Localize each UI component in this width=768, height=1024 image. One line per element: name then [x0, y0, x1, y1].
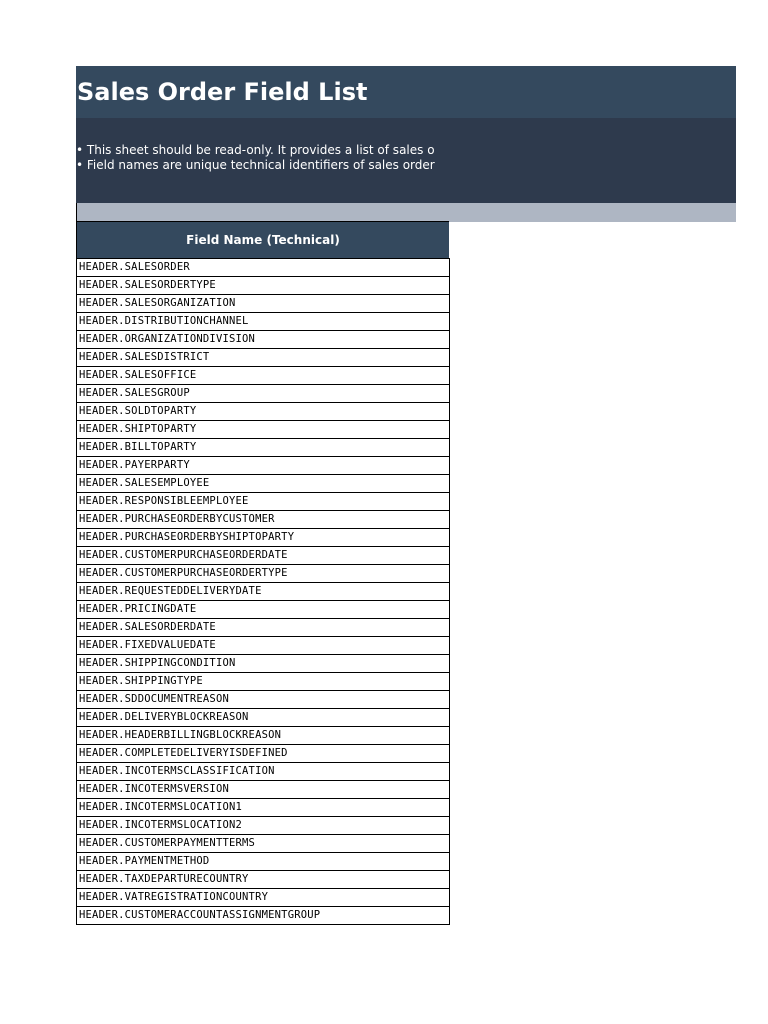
table-row: [77, 475, 450, 493]
field-name-cell[interactable]: HEADER.SDDOCUMENTREASON: [77, 691, 450, 709]
table-row: [77, 619, 450, 637]
table-row: [77, 781, 450, 799]
table-row: [77, 457, 450, 475]
table-row: [77, 547, 450, 565]
field-name-cell[interactable]: HEADER.SALESORDER: [77, 259, 450, 277]
table-row: [77, 601, 450, 619]
table-row: [77, 277, 450, 295]
sheet-title: Sales Order Field List: [77, 78, 368, 106]
table-row: [77, 529, 450, 547]
field-name-cell[interactable]: HEADER.DELIVERYBLOCKREASON: [77, 709, 450, 727]
empty-cell[interactable]: [76, 203, 450, 222]
description-band: [76, 118, 736, 203]
field-name-cell[interactable]: HEADER.PRICINGDATE: [77, 601, 450, 619]
field-name-cell[interactable]: HEADER.ORGANIZATIONDIVISION: [77, 331, 450, 349]
table-row: [77, 349, 450, 367]
field-name-cell[interactable]: HEADER.SALESORGANIZATION: [77, 295, 450, 313]
field-list-table: [76, 258, 450, 925]
table-row: [77, 907, 450, 925]
field-name-cell[interactable]: HEADER.PAYMENTMETHOD: [77, 853, 450, 871]
field-name-cell[interactable]: HEADER.INCOTERMSLOCATION2: [77, 817, 450, 835]
field-name-cell[interactable]: HEADER.SALESDISTRICT: [77, 349, 450, 367]
field-name-cell[interactable]: HEADER.RESPONSIBLEEMPLOYEE: [77, 493, 450, 511]
field-name-cell[interactable]: HEADER.SALESOFFICE: [77, 367, 450, 385]
table-row: [77, 745, 450, 763]
table-row: [77, 709, 450, 727]
table-row: [77, 565, 450, 583]
field-name-cell[interactable]: HEADER.SALESGROUP: [77, 385, 450, 403]
table-row: [77, 799, 450, 817]
accent-band-fill: [449, 203, 736, 222]
field-name-cell[interactable]: HEADER.INCOTERMSCLASSIFICATION: [77, 763, 450, 781]
field-name-cell[interactable]: HEADER.DISTRIBUTIONCHANNEL: [77, 313, 450, 331]
field-name-cell[interactable]: HEADER.BILLTOPARTY: [77, 439, 450, 457]
table-row: [77, 583, 450, 601]
field-name-cell[interactable]: HEADER.PURCHASEORDERBYSHIPTOPARTY: [77, 529, 450, 547]
field-name-cell[interactable]: HEADER.CUSTOMERPURCHASEORDERTYPE: [77, 565, 450, 583]
table-row: [77, 853, 450, 871]
table-row: [77, 691, 450, 709]
field-name-cell[interactable]: HEADER.TAXDEPARTURECOUNTRY: [77, 871, 450, 889]
table-row: [77, 889, 450, 907]
accent-band: [76, 203, 736, 222]
field-name-cell[interactable]: HEADER.FIXEDVALUEDATE: [77, 637, 450, 655]
description-line-1: • This sheet should be read-only. It provides a list of sales o: [76, 143, 435, 157]
spreadsheet-sheet: [76, 66, 736, 925]
table-row: [77, 439, 450, 457]
field-name-cell[interactable]: HEADER.REQUESTEDDELIVERYDATE: [77, 583, 450, 601]
table-row: [77, 637, 450, 655]
table-row: [77, 385, 450, 403]
field-name-cell[interactable]: HEADER.PURCHASEORDERBYCUSTOMER: [77, 511, 450, 529]
table-row: [77, 421, 450, 439]
field-name-cell[interactable]: HEADER.PAYERPARTY: [77, 457, 450, 475]
column-header-field-name[interactable]: Field Name (Technical): [76, 222, 449, 258]
field-name-cell[interactable]: HEADER.SALESORDERTYPE: [77, 277, 450, 295]
field-name-cell[interactable]: HEADER.SALESORDERDATE: [77, 619, 450, 637]
field-name-cell[interactable]: HEADER.VATREGISTRATIONCOUNTRY: [77, 889, 450, 907]
field-name-cell[interactable]: HEADER.SOLDTOPARTY: [77, 403, 450, 421]
field-name-cell[interactable]: HEADER.INCOTERMSVERSION: [77, 781, 450, 799]
table-row: [77, 259, 450, 277]
field-name-cell[interactable]: HEADER.INCOTERMSLOCATION1: [77, 799, 450, 817]
title-band: [76, 66, 736, 118]
description-cell[interactable]: [76, 143, 449, 173]
table-row: [77, 313, 450, 331]
field-name-cell[interactable]: HEADER.SHIPTOPARTY: [77, 421, 450, 439]
description-line-2: • Field names are unique technical identifiers of sales order: [76, 158, 435, 172]
field-name-cell[interactable]: HEADER.SALESEMPLOYEE: [77, 475, 450, 493]
table-row: [77, 871, 450, 889]
table-row: [77, 727, 450, 745]
table-row: [77, 673, 450, 691]
table-row: [77, 655, 450, 673]
table-row: [77, 511, 450, 529]
field-name-cell[interactable]: HEADER.CUSTOMERACCOUNTASSIGNMENTGROUP: [77, 907, 450, 925]
table-row: [77, 403, 450, 421]
field-name-cell[interactable]: HEADER.CUSTOMERPURCHASEORDERDATE: [77, 547, 450, 565]
field-name-cell[interactable]: HEADER.SHIPPINGCONDITION: [77, 655, 450, 673]
table-row: [77, 367, 450, 385]
table-row: [77, 817, 450, 835]
field-name-cell[interactable]: HEADER.HEADERBILLINGBLOCKREASON: [77, 727, 450, 745]
description-band-extension: [449, 118, 736, 203]
table-row: [77, 295, 450, 313]
table-row: [77, 835, 450, 853]
table-row: [77, 763, 450, 781]
field-name-cell[interactable]: HEADER.SHIPPINGTYPE: [77, 673, 450, 691]
table-row: [77, 493, 450, 511]
field-name-cell[interactable]: HEADER.COMPLETEDELIVERYISDEFINED: [77, 745, 450, 763]
table-row: [77, 331, 450, 349]
field-name-cell[interactable]: HEADER.CUSTOMERPAYMENTTERMS: [77, 835, 450, 853]
